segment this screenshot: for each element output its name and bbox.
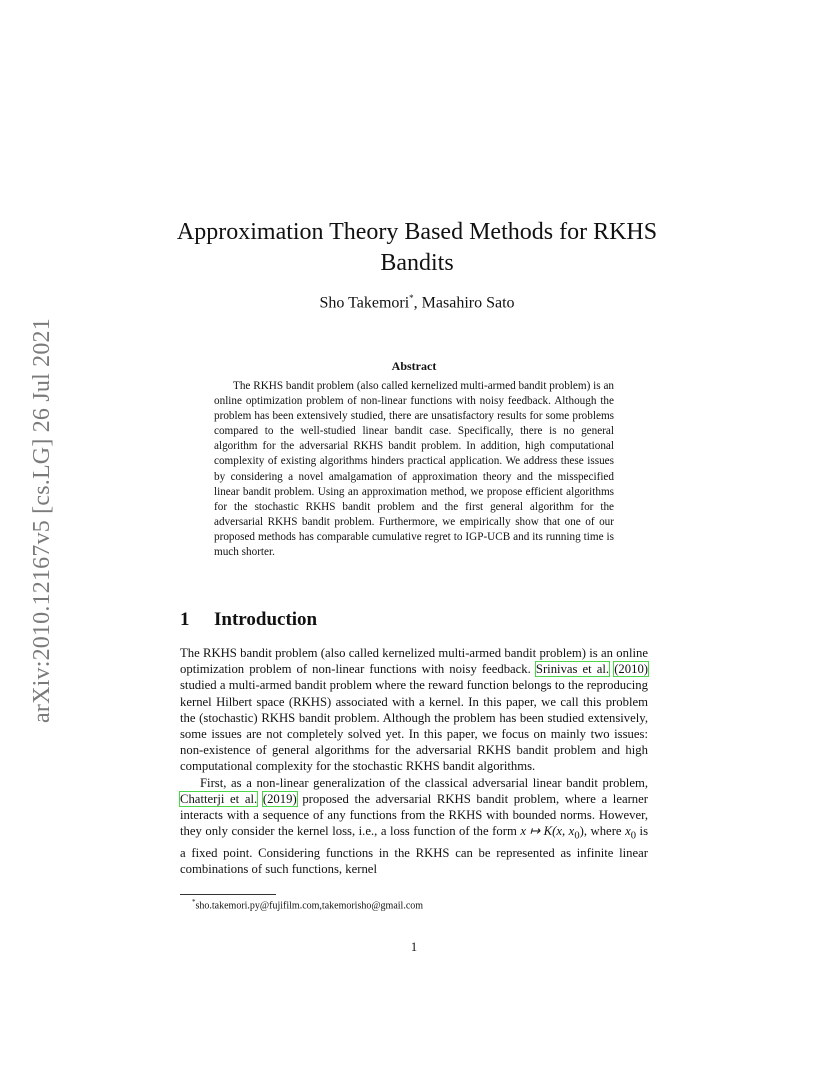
paragraph-text: The RKHS bandit problem (also called kernelized multi-armed bandit problem) is an online optimization problem of non-linear functions with noisy feedback. [180,646,648,677]
math-paren: ) [579,824,584,839]
page-number: 1 [410,940,418,954]
citation-link-chatterji-year[interactable]: (2019) [262,791,297,806]
paragraph-text: is a fixed point. Considering functions in the RKHS can be represented as infinite linear combinations of such functions, kernel [180,824,649,877]
author-1: Sho Takemori [319,294,410,312]
author-1-footnote-mark[interactable]: * [409,293,414,303]
math-expression: x ↦ K(x, x [520,824,575,839]
arxiv-identifier-text: arXiv:2010.12167v5 [cs.LG] 26 Jul 2021 [28,317,55,723]
author-separator: , [413,294,422,312]
paragraph-text: , where [583,824,626,839]
math-subscript: 0 [574,830,580,842]
title-line-2: Bandits [380,250,454,276]
footnote-rule [180,894,276,895]
introduction-body [180,645,648,877]
intro-paragraph-1 [180,645,648,775]
paragraph-text: proposed the adversarial RKHS bandit problem, where a learner interacts with a sequence of any functions from the RKHS with bounded norms. However, they only consider the kernel loss, i.e., a loss function of the form [180,791,649,839]
citation-link-chatterji-authors[interactable]: Chatterji et al. [180,791,258,806]
paper-title [170,217,664,279]
section-number: 1 [180,609,190,630]
paragraph-text [257,792,263,806]
footnote-mark: * [192,898,196,906]
math-subscript: 0 [630,830,637,842]
section-heading [180,609,650,631]
paragraph-text: First, as a non-linear generalization of the classical adversarial linear bandit problem, [200,775,648,790]
author-2: Masahiro Sato [421,294,515,312]
title-line-1: Approximation Theory Based Methods for RKHS [176,219,658,245]
section-title: Introduction [214,609,318,630]
arxiv-identifier-stamp [22,300,62,740]
abstract-body: The RKHS bandit problem (also called kernelized multi-armed bandit problem) is an online optimization problem of non-linear functions with noisy feedback. Although the problem has been extensively studied, there are unsatisfactory results for some problems compared to the well-studied linear bandit case. Specifically, there is no general algorithm for the adversarial RKHS bandit problem. In addition, high computational complexity of existing algorithms hinders practical application. We address these issues by considering a novel amalgamation of approximation theory and the misspecified linear bandit problem. Using an approximation method, we propose efficient algorithms for the stochastic RKHS bandit problem and the first general algorithm for the adversarial RKHS bandit problem. Furthermore, we empirically show that one of our proposed methods has comparable cumulative regret to IGP-UCB and its running time is much shorter. [214,380,614,559]
author-list [170,293,664,312]
math-variable: x [625,824,631,839]
footnote [192,898,652,911]
footnote-email: sho.takemori.py@fujifilm.com,takemorisho@gmail.com [195,900,424,912]
paragraph-text: studied a multi-armed bandit problem where the reward function belongs to the reproducing kernel Hilbert space (RKHS) associated with a kernel. In this paper, we call this problem the (stochastic) RKHS bandit problem. Although the problem has been studied extensively, some issues are not completely solved yet. In this paper, we focus on mainly two issues: non-existence of general algorithms for the adversarial RKHS bandit problem and high computational complexity for the stochastic RKHS bandit algorithms. [180,678,648,774]
abstract-heading: Abstract [391,359,437,373]
citation-link-srinivas-year[interactable]: (2010) [614,662,649,677]
citation-link-srinivas-authors[interactable]: Srinivas et al. [535,662,610,677]
intro-paragraph-2 [180,775,648,878]
